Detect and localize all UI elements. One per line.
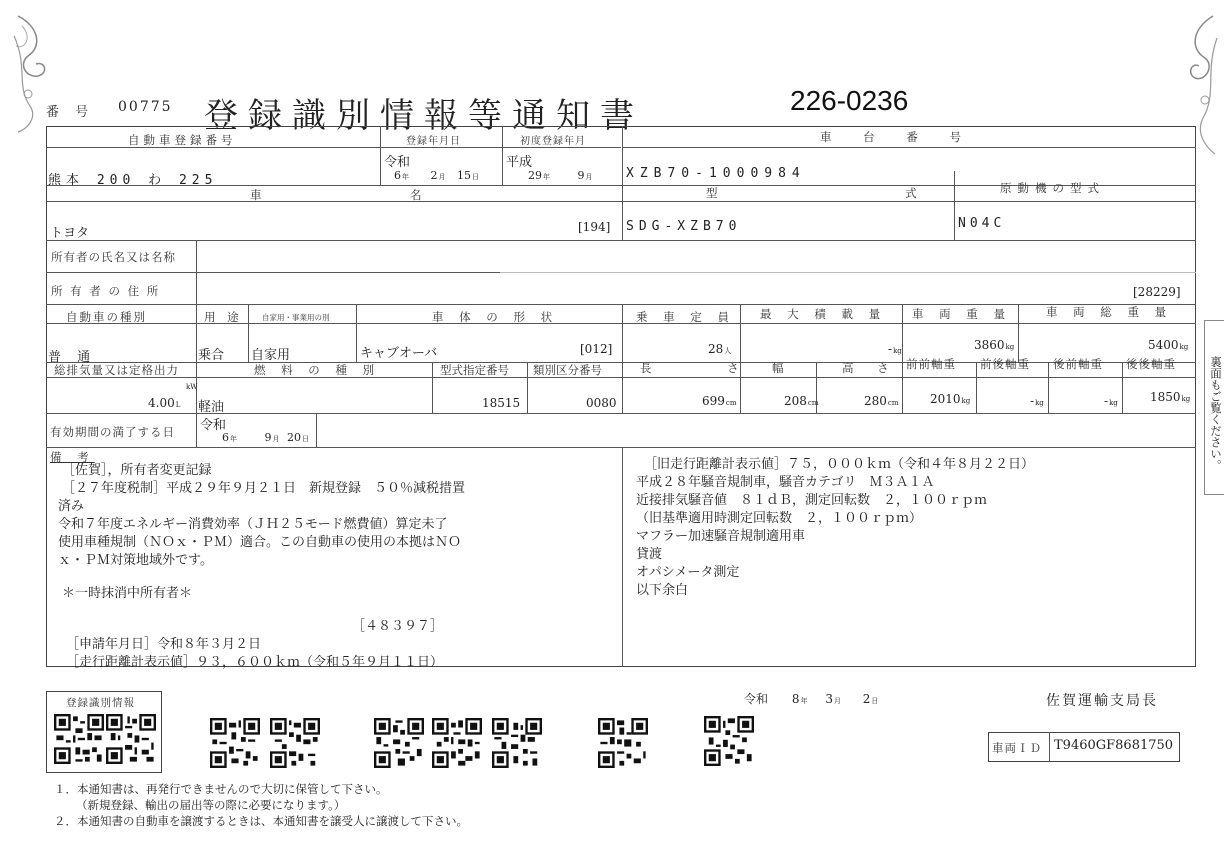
vehicle-weight-value: 3860kg — [974, 338, 1015, 352]
label-owner-name: 所有者の氏名又は名称 — [51, 250, 176, 264]
model-value: SDG-XZB70 — [626, 219, 742, 234]
label-engine-model: 原動機の型式 — [1000, 181, 1105, 195]
remark-line: 済み — [58, 499, 85, 514]
footer-note: ２．本通知書の自動車を譲渡するときは、本通知書を譲受人に譲渡して下さい。 — [54, 814, 468, 828]
remark-line: マフラー加速騒音規制適用車 — [636, 529, 806, 544]
label-usage-sub: 自家用・事業用の別 — [262, 313, 330, 322]
label-displacement: 総排気量又は定格出力 — [54, 363, 179, 377]
vehicle-id-value: T9460GF8681750 — [1054, 738, 1174, 753]
qr-code — [598, 718, 648, 768]
qr-code — [492, 718, 542, 768]
usage-sub-value: 自家用 — [251, 348, 291, 363]
vehicle-id-label: 車両ＩＤ — [992, 741, 1042, 755]
issuing-authority: 佐賀運輸支局長 — [1046, 693, 1158, 709]
remark-code: ［４８３９７］ — [352, 619, 444, 634]
label-car-name-2: 名 — [410, 188, 426, 202]
number-label: 番 号 — [46, 105, 95, 120]
car-name-code: [194] — [578, 220, 611, 234]
engine-model-value: N04C — [958, 216, 1006, 231]
label-gross-weight: 車 両 総 重 量 — [1046, 305, 1173, 319]
remark-line: ［旧走行距離計表示値］７５，０００ｋｍ（令和４年８月２２日） — [644, 457, 1035, 472]
body-shape-code: [012] — [580, 342, 613, 356]
remarks-left — [58, 462, 466, 570]
category-number-value: 0080 — [586, 396, 617, 410]
remark-line: ［申請年月日］令和８年３月２日 — [66, 637, 262, 652]
remark-line: オパシメータ測定 — [636, 565, 740, 580]
remark-line: 以下余白 — [636, 583, 689, 598]
remark-line: 令和７年度エネルギー消費効率（ＪＨ２５モード燃費値）算定未了 — [58, 517, 448, 532]
label-car-name-1: 車 — [250, 188, 266, 202]
label-type-designation: 型式指定番号 — [440, 363, 509, 377]
expiry-date-value: 6年 9月 20日 — [222, 431, 309, 444]
remarks-right — [636, 456, 1034, 600]
footer-note: （新規登録、輸出の届出等の際に必要になります。） — [76, 798, 346, 812]
expiry-era: 令和 — [200, 418, 227, 433]
qr-box-label: 登録識別情報 — [66, 697, 135, 709]
label-chassis-number: 車 台 番 号 — [820, 130, 975, 144]
remarks-left-bottom — [66, 636, 443, 672]
label-body-shape: 車 体 の 形 状 — [432, 310, 559, 324]
label-owner-address: 所 有 者 の 住 所 — [51, 284, 161, 298]
height-value: 280cm — [864, 394, 899, 408]
label-registration-date: 登録年月日 — [406, 136, 461, 147]
label-fuel-type: 燃 料 の 種 別 — [254, 363, 381, 377]
label-model: 型 式 — [706, 186, 1009, 200]
label-category-number: 類別区分番号 — [533, 363, 602, 377]
gross-weight-value: 5400kg — [1148, 338, 1189, 352]
issue-date: 令和 8年 3月 2日 — [744, 692, 879, 706]
registration-era: 令和 — [384, 155, 411, 170]
label-vehicle-type: 自動車の種別 — [66, 310, 147, 324]
vehicle-type-value: 普 通 — [48, 350, 97, 365]
label-length: 長 さ — [640, 361, 775, 375]
type-designation-value: 18515 — [482, 396, 521, 410]
label-height: 高 さ — [842, 361, 899, 375]
address-code: [28229] — [1133, 285, 1181, 299]
qr-code — [374, 718, 424, 768]
qr-code — [210, 718, 260, 768]
label-capacity: 乗 車 定 員 — [636, 310, 735, 324]
remark-line: ｘ・ＰＭ対策地域外です。 — [58, 553, 213, 568]
displacement-unit-top: kW — [186, 383, 198, 391]
first-registration-value: 29年 9月 — [528, 169, 593, 182]
front-rear-axle-value: -kg — [1030, 394, 1044, 408]
chassis-number: XZB70-1000984 — [626, 166, 806, 181]
remark-line: 平成２８年騒音規制車，騒音カテゴリ Ｍ３Ａ１Ａ — [636, 475, 935, 490]
width-value: 208cm — [784, 394, 819, 408]
footer-note: １．本通知書は、再発行できませんので大切に保管して下さい。 — [54, 782, 388, 796]
label-usage: 用 途 — [204, 310, 243, 324]
label-remarks: 備 考 — [50, 450, 95, 464]
label-rear-front-axle: 後前軸重 — [1053, 357, 1103, 371]
remark-line: ［２７年度税制］平成２９年９月２１日 新規登録 ５０％減税措置 — [62, 481, 466, 496]
displacement-value: 4.00L — [148, 396, 181, 410]
body-shape-value: キャブオーバ — [360, 346, 438, 361]
fuel-type-value: 軽油 — [198, 400, 225, 415]
label-registration-number: 自動車登録番号 — [128, 133, 237, 147]
front-front-axle-value: 2010kg — [930, 392, 971, 406]
qr-code — [270, 718, 320, 768]
usage-value: 乗合 — [198, 348, 225, 363]
qr-code — [54, 714, 104, 764]
remark-line: （旧基準適用時測定回転数 ２，１００ｒｐｍ） — [636, 511, 923, 526]
remark-line: 近接排気騒音値 ８１ｄＢ，測定回転数 ２，１００ｒｐｍ — [636, 493, 988, 508]
qr-code — [704, 716, 754, 766]
first-registration-era: 平成 — [506, 155, 533, 170]
remark-temporary-cancel: ＊一時抹消中所有者＊ — [62, 586, 193, 601]
rear-rear-axle-value: 1850kg — [1150, 390, 1191, 404]
label-first-registration: 初度登録年月 — [520, 136, 586, 147]
handwritten-number: 226-0236 — [790, 85, 909, 116]
label-rear-rear-axle: 後後軸重 — [1126, 357, 1176, 371]
qr-code — [432, 718, 482, 768]
label-front-rear-axle: 前後軸重 — [980, 357, 1030, 371]
remark-line: 使用車種規制（ＮＯｘ・ＰＭ）適合。この自動車の使用の本拠はＮＯ — [58, 535, 462, 550]
rear-front-axle-value: -kg — [1104, 394, 1118, 408]
document-title: 登録識別情報等通知書 — [204, 96, 644, 136]
car-name: トヨタ — [50, 226, 90, 241]
registration-date-value: 6年 2月 15日 — [394, 169, 479, 182]
qr-code — [106, 714, 156, 764]
number-value: 00775 — [118, 99, 173, 115]
registration-number: 熊本 200 わ 225 — [48, 173, 218, 188]
label-vehicle-weight: 車 両 重 量 — [912, 307, 1011, 321]
label-width: 幅 — [772, 361, 788, 375]
label-front-front-axle: 前前軸重 — [906, 357, 956, 371]
remark-line: 貸渡 — [636, 547, 663, 562]
label-expiry: 有効期間の満了する日 — [50, 425, 175, 439]
capacity-value: 28人 — [708, 342, 732, 356]
remark-line: ［走行距離計表示値］９３，６００ｋｍ（令和５年９月１１日） — [66, 655, 444, 670]
side-note: 裏面もご覧ください。 — [1209, 356, 1223, 471]
max-load-value: -kg — [888, 342, 902, 356]
label-max-load: 最 大 積 載 量 — [760, 307, 887, 321]
remark-line: ［佐賀］，所有者変更記録 — [62, 463, 212, 478]
length-value: 699cm — [702, 394, 737, 408]
